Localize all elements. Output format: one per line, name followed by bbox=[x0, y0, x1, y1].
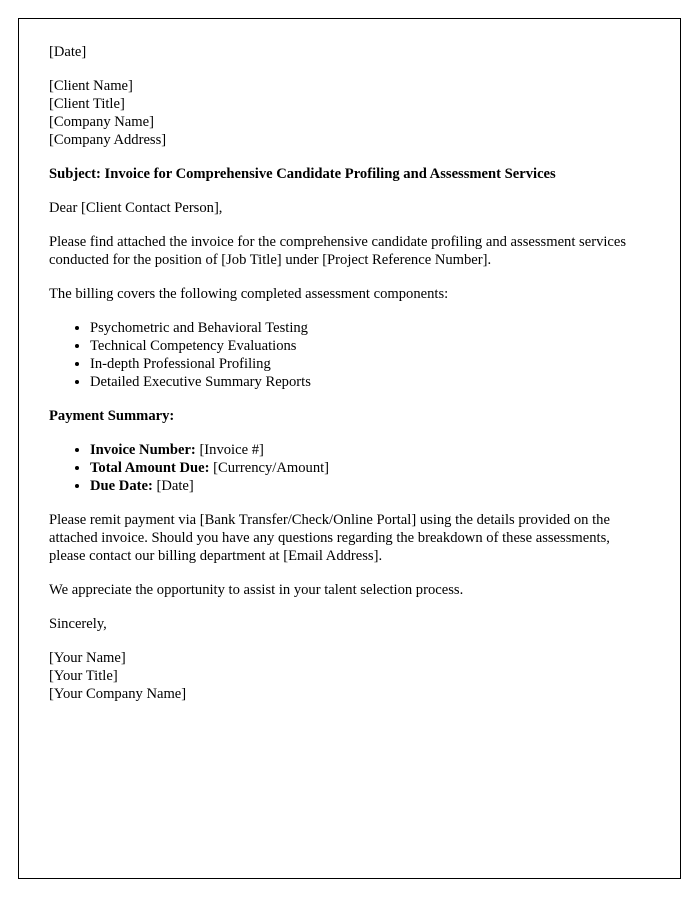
payment-item-label: Total Amount Due: bbox=[90, 460, 210, 476]
recipient-name: [Client Name] bbox=[49, 78, 133, 94]
recipient-company: [Company Name] bbox=[49, 114, 154, 130]
list-item bbox=[90, 477, 650, 495]
payment-summary-list bbox=[49, 441, 650, 495]
closing-line: Sincerely, bbox=[49, 616, 107, 632]
letter-container bbox=[18, 18, 681, 879]
list-item: • Psychometric and Behavioral Testing bbox=[90, 319, 650, 337]
payment-item-value: [Invoice #] bbox=[195, 442, 264, 458]
signature-block bbox=[49, 649, 650, 703]
recipient-block bbox=[49, 77, 650, 149]
salutation: Dear [Client Contact Person], bbox=[49, 200, 223, 216]
payment-item-value: [Currency/Amount] bbox=[209, 460, 330, 476]
signature-name: [Your Name] bbox=[49, 650, 126, 666]
appreciation-paragraph: We appreciate the opportunity to assist in your talent selection process. bbox=[49, 582, 464, 598]
list-item bbox=[90, 459, 650, 477]
recipient-address: [Company Address] bbox=[49, 132, 167, 148]
list-item: • Technical Competency Evaluations bbox=[90, 337, 650, 355]
list-item: • Detailed Executive Summary Reports bbox=[90, 373, 650, 391]
intro-paragraph: Please find attached the invoice for the comprehensive candidate profiling and assessment services conducted for the position of [Job Title] under [Project Reference Number]. bbox=[49, 234, 627, 268]
payment-item-value: [Date] bbox=[152, 478, 194, 494]
subject-line: Subject: Invoice for Comprehensive Candidate Profiling and Assessment Services bbox=[49, 166, 556, 182]
payment-item-label: Due Date: bbox=[90, 478, 153, 494]
signature-title: [Your Title] bbox=[49, 668, 118, 684]
assessment-components-list bbox=[49, 319, 650, 391]
recipient-title: [Client Title] bbox=[49, 96, 125, 112]
payment-summary-heading: Payment Summary: bbox=[49, 408, 175, 424]
date-line: [Date] bbox=[49, 44, 87, 60]
remittance-paragraph: Please remit payment via [Bank Transfer/Check/Online Portal] using the details provided on the attached invoice. Should you have any questions regarding the breakdown of these assessments, please contact our billing department at [Email Address]. bbox=[49, 512, 610, 564]
signature-company: [Your Company Name] bbox=[49, 686, 187, 702]
list-item: • In-depth Professional Profiling bbox=[90, 355, 650, 373]
payment-item-label: Invoice Number: bbox=[90, 442, 196, 458]
billing-paragraph: The billing covers the following completed assessment components: bbox=[49, 286, 449, 302]
list-item bbox=[90, 441, 650, 459]
